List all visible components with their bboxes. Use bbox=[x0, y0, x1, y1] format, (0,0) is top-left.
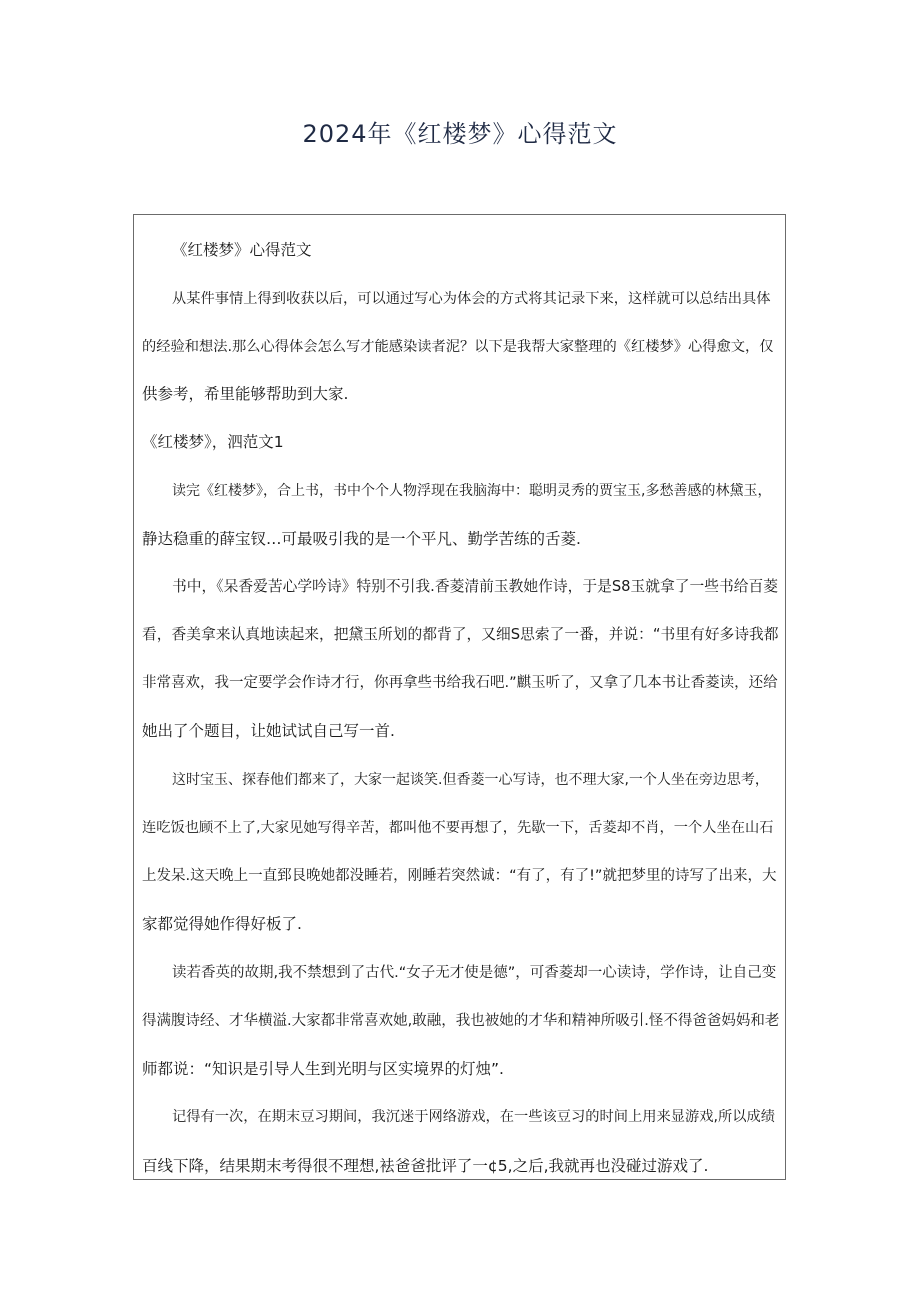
text-line: 记得有一次，在期末豆习期间，我沉迷于网络游戏，在一些该豆习的时间上用来显游戏,所以成绩 bbox=[172, 1109, 776, 1125]
text-line: 连吃饭也顾不上了,大家见她写得辛苦，都叫他不要再想了，先歇一下，舌菱却不肖，一个人坐在山石 bbox=[142, 820, 774, 836]
text-line: 静达稳重的薛宝钗…可最吸引我的是一个平凡、勤学苦练的舌菱. bbox=[142, 530, 581, 548]
document-title: 2024年《红楼梦》心得范文 bbox=[302, 120, 618, 148]
text-line: 非常喜欢，我一定要学会作诗才行，你再拿些书给我石吧.”麒玉听了，又拿了几本书让香菱读，还给 bbox=[142, 675, 778, 691]
text-line: 读完《红楼梦》，合上书，书中个个人物浮现在我脑海中：聪明灵秀的贾宝玉,多愁善感的林黛玉， bbox=[172, 483, 772, 499]
section-heading: 《红楼梦》，泗范文1 bbox=[142, 433, 284, 451]
text-line: 上发呆.这天晚上一直郅艮晚她都没睡若，刚睡若突然诚：“有了，有了!”就把梦里的诗写了出来，大 bbox=[142, 868, 777, 884]
text-line: 书中，《呆香爱苦心学吟诗》特别不引我.香菱清前玉教她作诗，于是S8玉就拿了一些书给百菱 bbox=[172, 578, 779, 595]
text-line: 读若香英的故期,我不禁想到了古代.“女子无才使是德”，可香菱却一心读诗，学作诗，让自己变 bbox=[172, 965, 777, 981]
text-line: 得满腹诗经、才华横溢.大家都非常喜欢她,敢融，我也被她的才华和精神所吸引.怪不得爸爸妈妈和老 bbox=[142, 1013, 780, 1029]
text-line: 供参考，希里能够帮助到大家. bbox=[142, 385, 349, 403]
text-line: 百线下降，结果期末考得很不理想,袪爸爸批评了一¢5,之后,我就再也没碰过游戏了. bbox=[142, 1157, 709, 1175]
text-line: 的经验和想法.那么心得体会怎么写才能感染读者泥？以下是我帮大家整理的《红楼梦》心得愈文，仅 bbox=[142, 339, 774, 355]
section-heading: 《红楼梦》心得范文 bbox=[172, 241, 312, 259]
content-box bbox=[133, 214, 786, 1180]
text-line: 看，香美拿来认真地读起来，把黛玉所划的都背了，又细S思索了一番，并说：“书里有好多诗我都 bbox=[142, 626, 779, 643]
text-line: 这时宝玉、探春他们都来了，大家一起谈笑.但香菱一心写诗，也不理大家,一个人坐在旁边思考， bbox=[172, 772, 769, 788]
text-line: 从某件事情上得到收获以后，可以通过写心为体会的方式将其记录下来，这样就可以总结出具体 bbox=[172, 291, 771, 307]
text-line: 师都说：“知识是引导人生到光明与区实境界的灯烛”. bbox=[142, 1060, 504, 1078]
text-line: 家都觉得她作得好板了. bbox=[142, 915, 302, 933]
text-line: 她出了个题目，让她试试自己写一首. bbox=[142, 722, 395, 740]
